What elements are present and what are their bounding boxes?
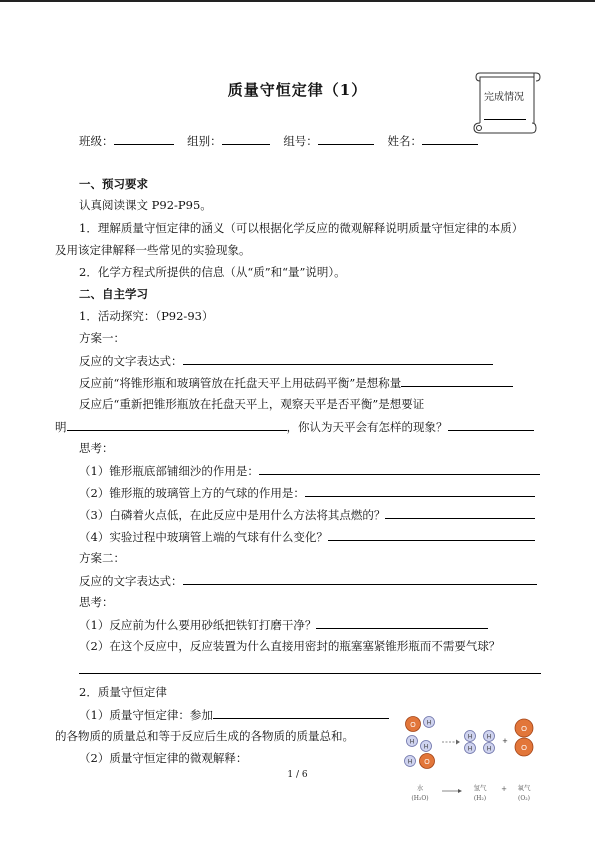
- q3-row: [79, 506, 535, 523]
- r1-blank[interactable]: [316, 616, 488, 629]
- top-rule: [0, 0, 595, 2]
- word-eq2-blank[interactable]: [183, 572, 537, 585]
- label-hydrogen: 氢气: [473, 784, 487, 792]
- group-blank[interactable]: [222, 132, 270, 145]
- q4-row: [79, 528, 535, 545]
- section1-heading: 一、预习要求: [79, 177, 148, 191]
- water-decomposition-diagram: [398, 710, 548, 806]
- word-eq1-row: [79, 352, 493, 369]
- status-blank: [484, 119, 526, 120]
- svg-text:O: O: [521, 724, 527, 733]
- q4-text: （4）实验过程中玻璃管上端的气球有什么变化？: [79, 530, 328, 544]
- before-blank[interactable]: [401, 374, 513, 387]
- page-number: 1 / 6: [287, 770, 308, 780]
- number-blank[interactable]: [318, 132, 374, 145]
- class-label: 班级：: [79, 134, 114, 148]
- name-blank[interactable]: [422, 132, 478, 145]
- plus-sign: +: [502, 736, 508, 746]
- svg-text:H: H: [467, 746, 473, 753]
- q1-text: （1）锥形瓶底部铺细沙的作用是：: [79, 464, 259, 478]
- word-eq1-blank[interactable]: [183, 352, 493, 365]
- r2-blank[interactable]: [79, 673, 541, 674]
- svg-text:H: H: [467, 734, 473, 741]
- q1-blank[interactable]: [259, 462, 540, 475]
- plan2-label: 方案二：: [79, 551, 125, 565]
- water-molecules: [405, 717, 435, 769]
- section1-p1: 认真阅读课文 P92-P95。: [79, 198, 212, 212]
- hydrogen-molecules: [465, 731, 495, 754]
- q4-blank[interactable]: [328, 528, 535, 541]
- class-blank[interactable]: [114, 132, 174, 145]
- think2-label: 思考：: [79, 595, 114, 609]
- section1-item1b: 及用该定律解释一些常见的实验现象。: [55, 243, 251, 257]
- law2: （2）质量守恒定律的微观解释：: [79, 751, 248, 765]
- think1-label: 思考：: [79, 441, 114, 455]
- label-hydrogen-formula: (H₂): [473, 795, 487, 802]
- after-line-a: 反应后“重新把锥形瓶放在托盘天平上，观察天平是否平衡”是想要证: [79, 397, 425, 411]
- svg-text:H: H: [407, 759, 413, 766]
- activity-line: 1．活动探究：（P92-93）: [79, 309, 214, 323]
- svg-text:O: O: [521, 743, 527, 752]
- label-oxygen-formula: (O₂): [517, 795, 531, 802]
- arrow-head-top: [456, 740, 460, 745]
- svg-text:H: H: [486, 746, 492, 753]
- law1-blank[interactable]: [213, 706, 389, 719]
- svg-text:H: H: [486, 734, 492, 741]
- q3-text: （3）白磷着火点低，在此反应中是用什么方法将其点燃的？: [79, 508, 386, 522]
- q2-blank[interactable]: [305, 484, 535, 497]
- page-title: 质量守恒定律（1）: [227, 81, 368, 99]
- before-text: 反应前“将锥形瓶和玻璃管放在托盘天平上用砝码平衡”是想称量: [79, 376, 402, 390]
- section1-item2: 2．化学方程式所提供的信息（从“质”和“量”说明）。: [79, 265, 346, 279]
- r1-row: [79, 616, 488, 633]
- r1-text: （1）反应前为什么要用砂纸把铁钉打磨干净？: [79, 618, 317, 632]
- arrow-head-bottom: [458, 789, 462, 793]
- label-water-formula: (H₂O): [411, 795, 429, 802]
- section2-heading: 二、自主学习: [79, 287, 148, 301]
- after-blank[interactable]: [67, 418, 287, 431]
- number-label: 组号：: [283, 134, 318, 148]
- plan1-label: 方案一：: [79, 331, 125, 345]
- svg-text:O: O: [424, 758, 430, 766]
- q3-blank[interactable]: [385, 506, 535, 519]
- svg-text:H: H: [423, 744, 429, 751]
- label-oxygen: 氧气: [517, 784, 531, 792]
- before-row: [79, 374, 513, 391]
- law1-row: [79, 706, 389, 723]
- svg-text:O: O: [410, 721, 416, 729]
- oxygen-molecule: [515, 719, 533, 756]
- q2-row: [79, 484, 535, 501]
- after-b1: 明: [55, 420, 67, 434]
- law1-a: （1）质量守恒定律：参加: [79, 708, 213, 722]
- section1-item1a: 1．理解质量守恒定律的涵义（可以根据化学反应的微观解释说明质量守恒定律的本质）: [79, 221, 524, 235]
- info-row: [79, 132, 478, 149]
- word-eq1-label: 反应的文字表达式：: [79, 354, 183, 368]
- name-label: 姓名：: [387, 134, 422, 148]
- group-label: 组别：: [187, 134, 222, 148]
- after-answer-blank[interactable]: [448, 418, 534, 431]
- q1-row: [79, 462, 540, 479]
- word-eq2-label: 反应的文字表达式：: [79, 574, 183, 588]
- svg-text:H: H: [409, 739, 415, 746]
- status-label: 完成情况: [484, 92, 524, 103]
- label-plus: +: [501, 785, 507, 793]
- after-b2: ，你认为天平会有怎样的现象？: [286, 420, 448, 434]
- law1-b: 的各物质的质量总和等于反应后生成的各物质的质量总和。: [55, 729, 354, 743]
- q2-text: （2）锥形瓶的玻璃管上方的气球的作用是：: [79, 486, 305, 500]
- r2-text: （2）在这个反应中，反应装置为什么直接用密封的瓶塞塞紧锥形瓶而不需要气球？: [79, 639, 501, 653]
- label-water: 水: [416, 784, 424, 792]
- after-row-b: [55, 418, 534, 435]
- word-eq2-row: [79, 572, 537, 589]
- svg-text:H: H: [426, 720, 432, 727]
- law-heading: 2．质量守恒定律: [79, 685, 167, 699]
